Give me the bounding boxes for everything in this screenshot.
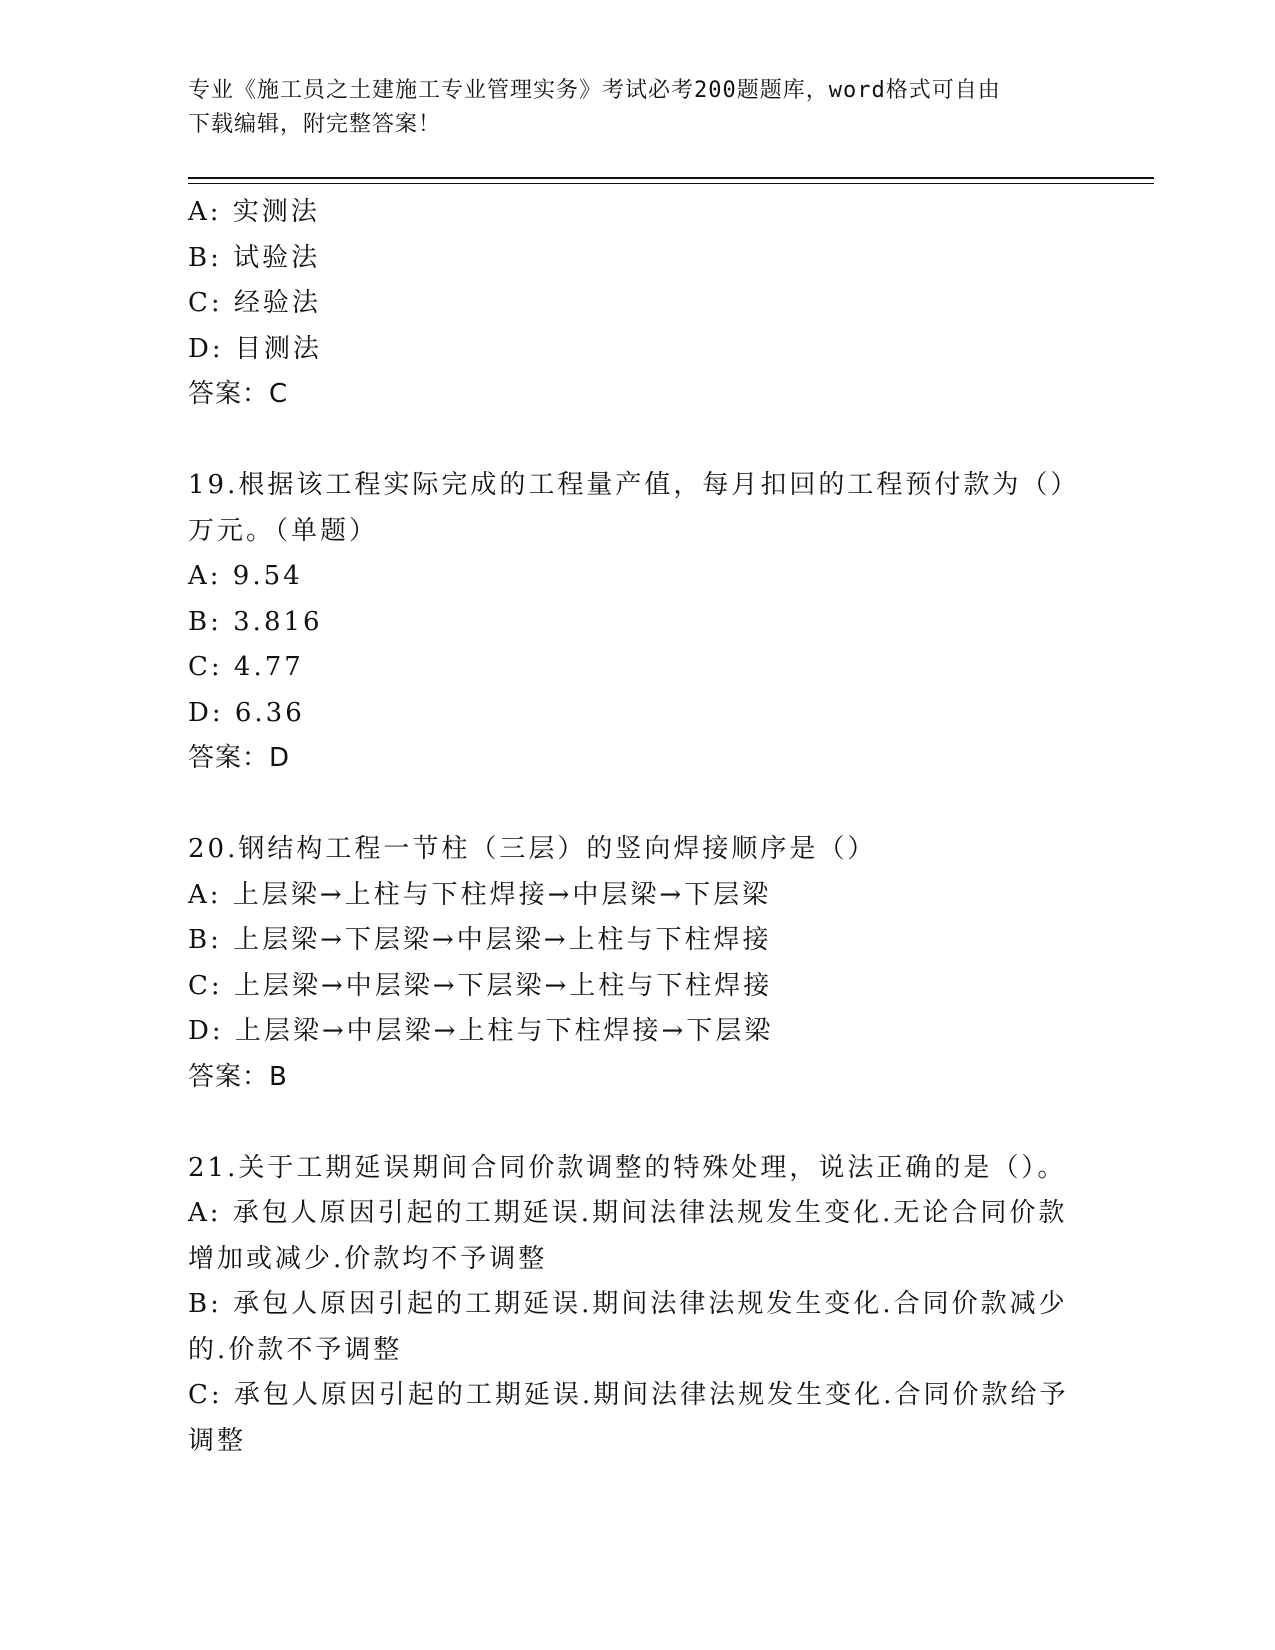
document-header (188, 74, 1068, 142)
q18-option-b: B: 试验法 (188, 242, 321, 273)
header-rule-thick (188, 177, 1154, 179)
question-gap (188, 1100, 1088, 1146)
q20-option-c: C: 上层梁→中层梁→下层梁→上柱与下柱焊接 (188, 970, 773, 1001)
q21-option-c-line-2: 调整 (188, 1425, 247, 1456)
q18-answer: 答案：C (188, 379, 289, 409)
q20-stem: 20.钢结构工程一节柱（三层）的竖向焊接顺序是（） (188, 834, 877, 864)
q21-option-a-line-2: 增加或减少.价款均不予调整 (188, 1243, 548, 1274)
question-18 (188, 190, 1088, 418)
q20-option-b: B: 上层梁→下层梁→中层梁→上柱与下柱焊接 (188, 925, 772, 955)
q21-option-b-line-2: 的.价款不予调整 (188, 1334, 403, 1365)
question-list (188, 190, 1088, 1464)
question-19 (188, 463, 1088, 782)
q19-answer: 答案：D (188, 743, 291, 773)
question-20 (188, 827, 1088, 1100)
q20-option-d: D: 上层梁→中层梁→上柱与下柱焊接→下层梁 (188, 1016, 774, 1046)
header-rule-thin (188, 183, 1154, 184)
q18-option-d: D: 目测法 (188, 333, 322, 364)
header-line-1: 专业《施工员之土建施工专业管理实务》考试必考200题题库，word格式可自由 (188, 78, 1001, 103)
header-line-2: 下载编辑，附完整答案！ (188, 112, 442, 137)
q19-option-b: B: 3.816 (188, 606, 323, 637)
q19-option-d: D: 6.36 (188, 697, 305, 728)
q19-stem-line-2: 万元。（单题） (188, 515, 379, 546)
q21-stem: 21.关于工期延误期间合同价款调整的特殊处理，说法正确的是（）。 (188, 1152, 1067, 1183)
q18-option-c: C: 经验法 (188, 288, 321, 318)
q20-option-a: A: 上层梁→上柱与下柱焊接→中层梁→下层梁 (188, 879, 772, 910)
question-21 (188, 1146, 1088, 1465)
question-gap (188, 418, 1088, 464)
q19-option-c: C: 4.77 (188, 652, 304, 682)
q21-option-c-line-1: C: 承包人原因引起的工期延误.期间法律法规发生变化.合同价款给予 (188, 1380, 1069, 1410)
q21-option-a-line-1: A: 承包人原因引起的工期延误.期间法律法规发生变化.无论合同价款 (188, 1198, 1068, 1228)
q19-stem-line-1: 19.根据该工程实际完成的工程量产值，每月扣回的工程预付款为（） (188, 470, 1080, 500)
q18-option-a: A: 实测法 (188, 197, 320, 227)
q21-option-b-line-1: B: 承包人原因引起的工期延误.期间法律法规发生变化.合同价款减少 (188, 1289, 1068, 1319)
question-gap (188, 782, 1088, 828)
q19-option-a: A: 9.54 (188, 561, 303, 591)
q20-answer: 答案：B (188, 1061, 288, 1092)
